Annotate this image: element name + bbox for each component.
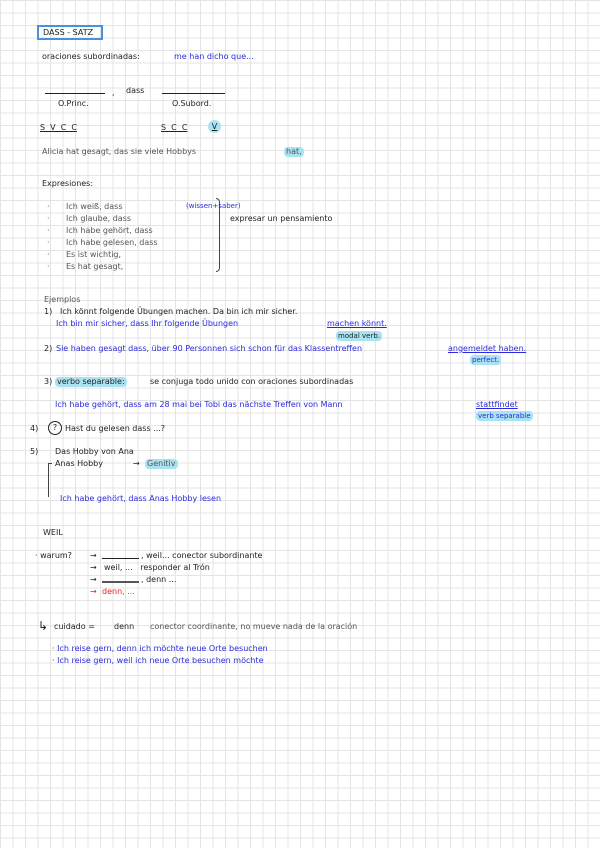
e3-tag: verb separable [478, 412, 531, 420]
e4-num: 4) [30, 424, 39, 433]
e1-tag: modal verb. [338, 332, 380, 340]
e5-sub: Anas Hobby [55, 459, 103, 468]
e5-num: 5) [30, 447, 39, 456]
e1-answer-verb: machen könnt. [327, 319, 387, 328]
bullet: · [47, 238, 50, 247]
ejemplos-heading: Ejemplos [44, 295, 81, 304]
e3-answer-verb: stattfindet [476, 400, 518, 409]
main-clause-line [45, 93, 105, 94]
bullet: · [47, 202, 50, 211]
example-line: · Ich reise gern, weil ich neue Orte besuchen möchte [52, 656, 264, 665]
e3-answer: Ich habe gehört, dass am 28 mai bei Tobi das nächste Treffen von Mann [55, 400, 343, 409]
arrow-bracket [48, 463, 52, 497]
e2-num: 2) [44, 344, 53, 353]
sub-clause-line [162, 93, 225, 94]
e2-verb: angemeldet haben. [448, 344, 527, 353]
e3-label: verbo separable: [57, 377, 125, 386]
e5-tag: Genitiv [147, 459, 176, 468]
bracket [216, 198, 220, 272]
arrow-icon: → [90, 587, 97, 596]
expresiones-note: (wissen+saber) [186, 202, 241, 210]
expresiones-heading: Expresiones: [42, 179, 94, 188]
turn-arrow-icon: ↳ [38, 619, 49, 633]
example-line: · Ich reise gern, denn ich möchte neue Orte besuchen [52, 644, 268, 653]
cuidado-word: denn [114, 622, 135, 631]
cuidado-text: conector coordinante, no mueve nada de la oración [150, 622, 358, 631]
list-item: Ich glaube, dass [66, 214, 132, 223]
e3-text: se conjuga todo unido con oraciones subordinadas [150, 377, 354, 386]
e4-text: Hast du gelesen dass ...? [65, 424, 166, 433]
example-verb: hat, [286, 147, 302, 156]
arrow-icon: → [90, 551, 97, 560]
question-icon: ? [48, 421, 62, 435]
list-item: Es hat gesagt, [66, 262, 124, 271]
e3-num: 3) [44, 377, 53, 386]
e1-num: 1) [44, 307, 53, 316]
intro-example: me han dicho que... [174, 52, 254, 61]
e2-tag: perfect. [472, 356, 500, 364]
list-item: Ich habe gelesen, dass [66, 238, 158, 247]
dass-word: dass [126, 86, 145, 95]
bullet: · [47, 214, 50, 223]
warum-label: · warum? [35, 551, 72, 560]
main-clause-label: O.Princ. [58, 99, 89, 108]
arrow-icon: → [90, 575, 97, 584]
blank-line [102, 581, 139, 583]
comma: , [112, 88, 115, 97]
arrow-icon: → [90, 563, 97, 572]
expresiones-meaning: expresar un pensamiento [230, 214, 333, 223]
example-sentence: Alicia hat gesagt, das sie viele Hobbys [42, 147, 197, 156]
list-item: Ich habe gehört, dass [66, 226, 153, 235]
sub-order: S C C [161, 123, 188, 132]
e5-answer: Ich habe gehört, dass Anas Hobby lesen [60, 494, 222, 503]
page-title: DASS - SATZ [37, 25, 103, 40]
weil-heading: WEIL [43, 528, 63, 537]
e2-text: Sie haben gesagt dass, über 90 Personnen sich schon für das Klassentreffen [56, 344, 363, 353]
bullet: · [47, 226, 50, 235]
blank-line [102, 558, 139, 559]
weil-row: , denn ... [141, 575, 177, 584]
weil-row: denn, ... [102, 587, 135, 596]
sub-clause-label: O.Subord. [172, 99, 212, 108]
e5-text: Das Hobby von Ana [55, 447, 134, 456]
arrow-icon: → [133, 459, 140, 468]
bullet: · [47, 250, 50, 259]
weil-row: weil, ... responder al Trón [104, 563, 210, 572]
list-item: Ich weiß, dass [66, 202, 123, 211]
verb-highlight: V [208, 120, 221, 133]
main-order: S V C C [40, 123, 77, 132]
intro-label: oraciones subordinadas: [42, 52, 140, 61]
bullet: · [47, 262, 50, 271]
cuidado-label: cuidado = [54, 622, 95, 631]
e1-answer: Ich bin mir sicher, dass Ihr folgende Übungen [56, 319, 239, 328]
list-item: Es ist wichtig, [66, 250, 122, 259]
e1-text: Ich könnt folgende Übungen machen. Da bin ich mir sicher. [60, 307, 298, 316]
weil-row: , weil... conector subordinante [141, 551, 263, 560]
